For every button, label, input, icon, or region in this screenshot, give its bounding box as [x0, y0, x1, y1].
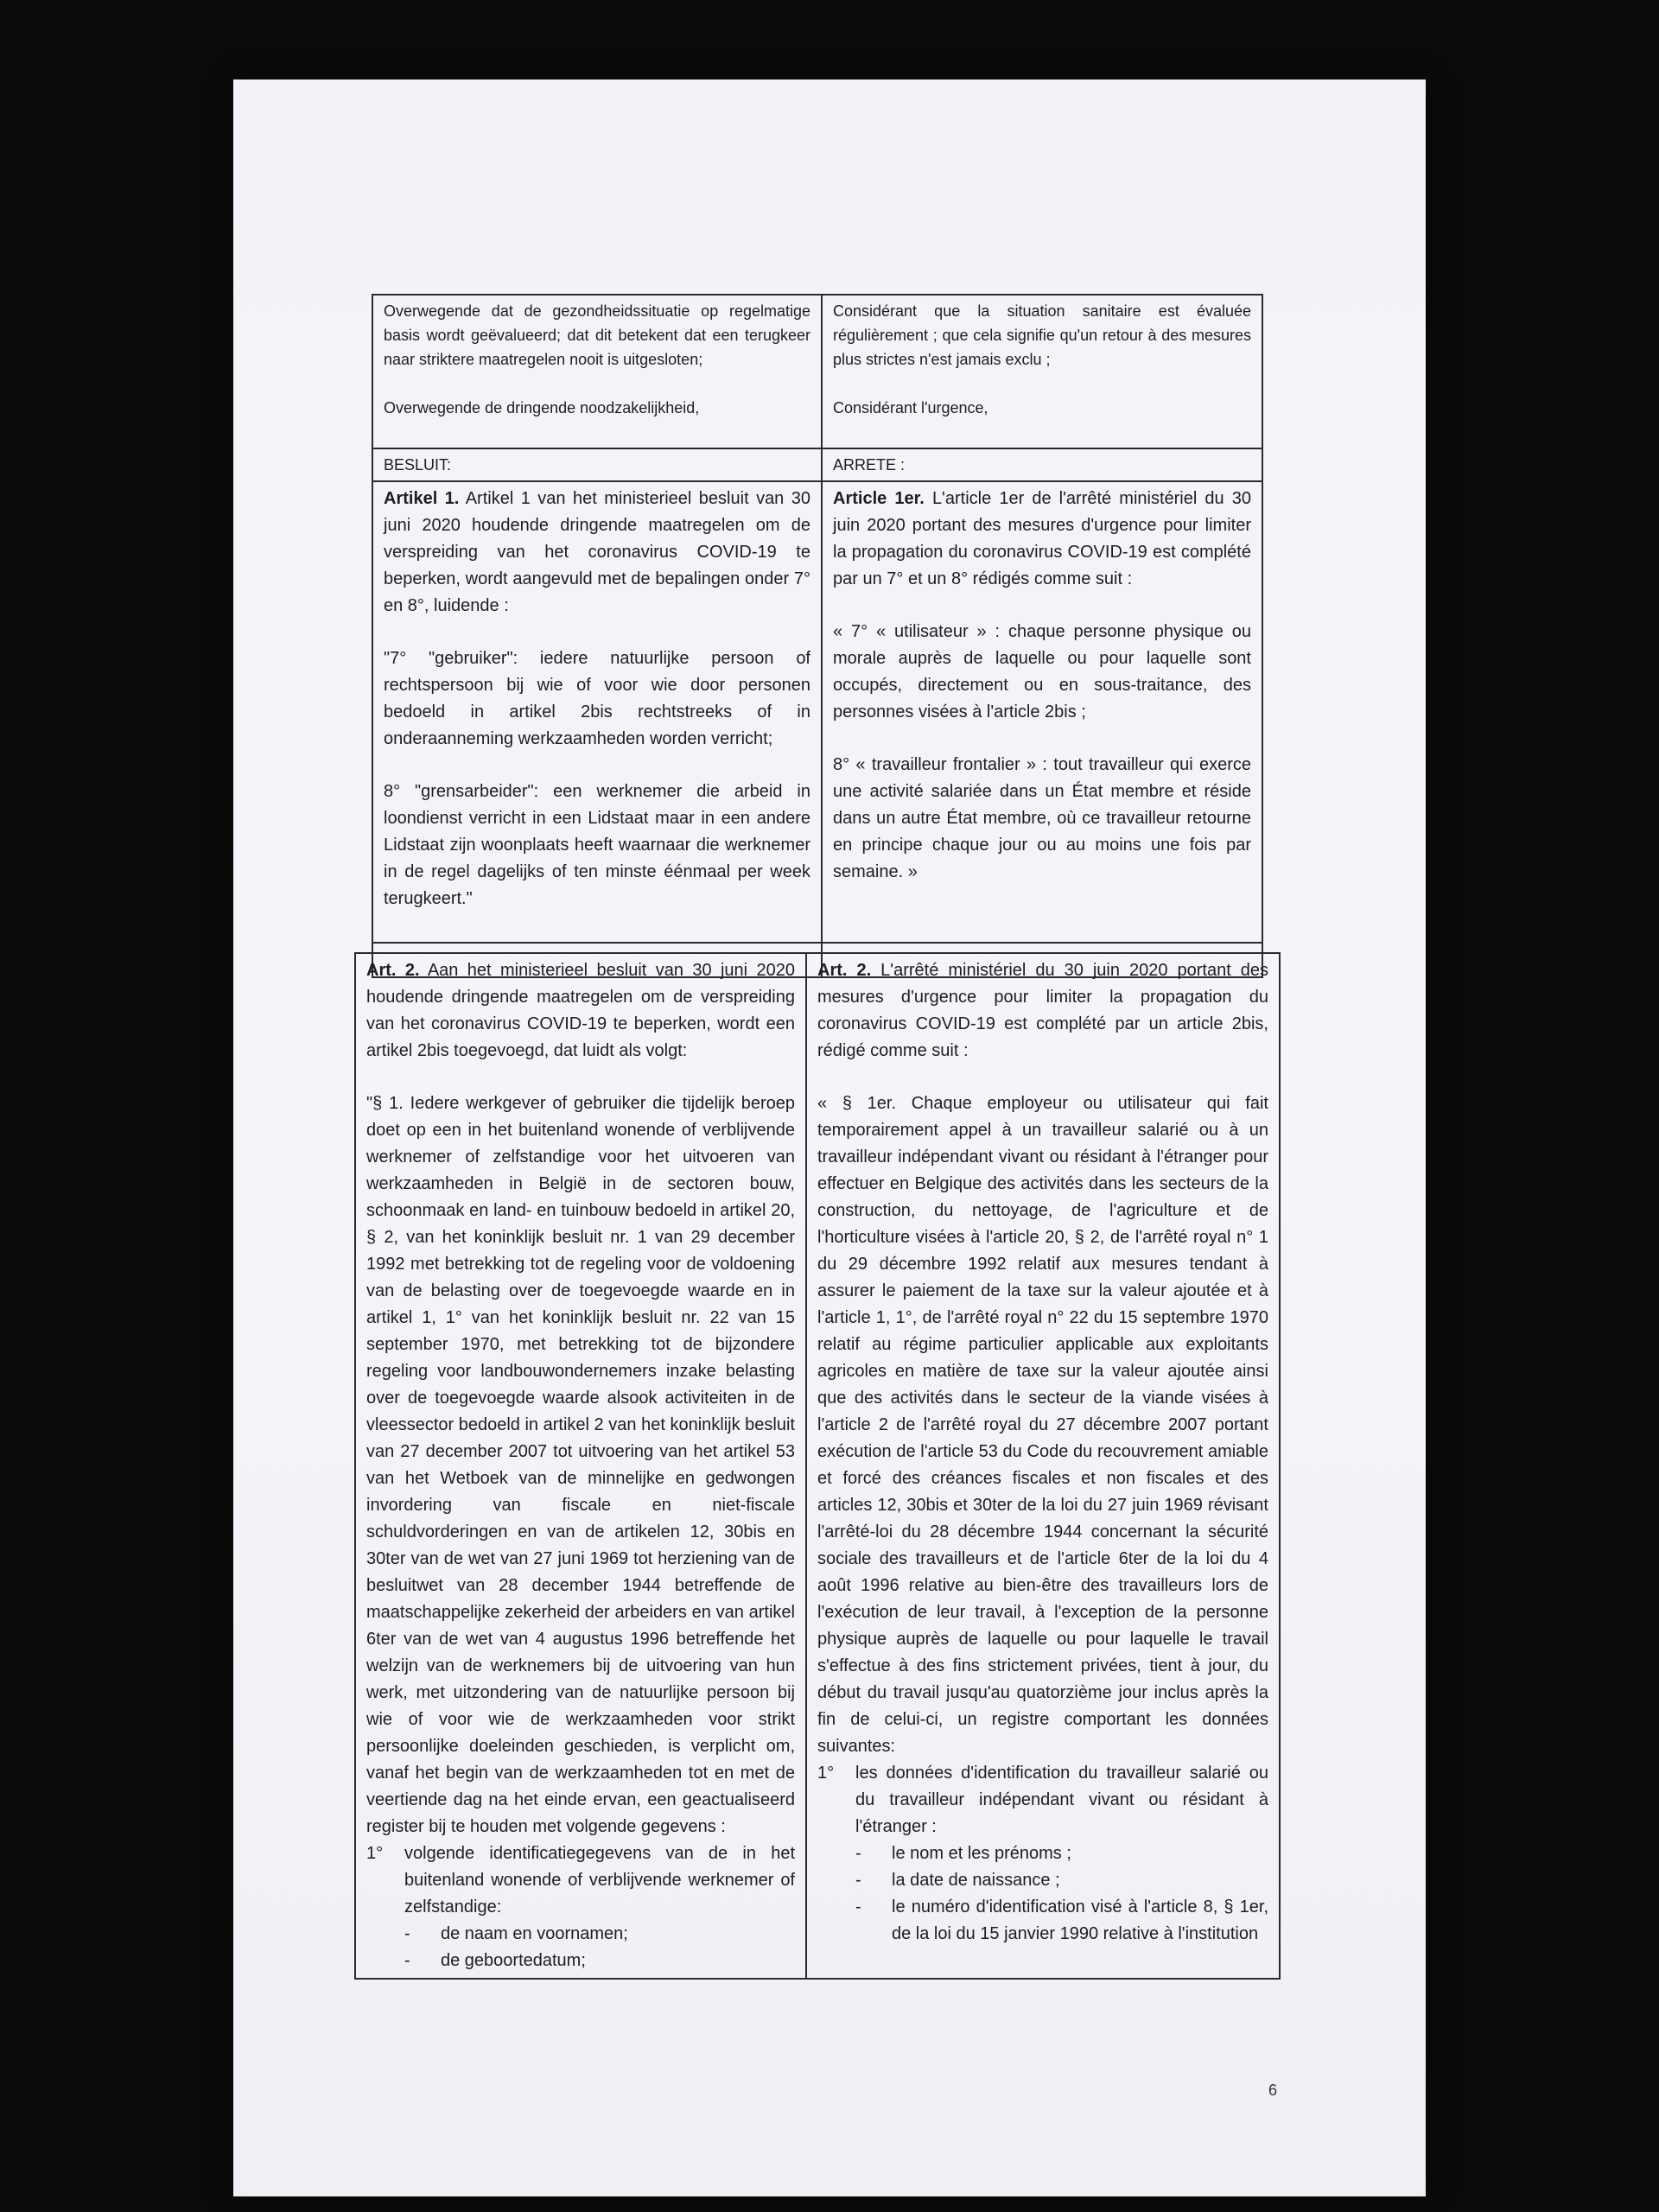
fr-consideration-2: Considérant l'urgence, [833, 399, 988, 416]
nl-decision-heading: BESLUIT: [372, 448, 822, 481]
bullet-dash: - [855, 1897, 861, 1916]
bullet-item [817, 1840, 1268, 1867]
fr-article-1-item-8: 8° « travailleur frontalier » : tout travailleur qui exerce une activité salariée dans un État membre et réside dans un autre État membre, où ce travailleur retourne en principe chaque jour ou au moins une fois par semaine. » [833, 755, 1251, 881]
page-number: 6 [1268, 2082, 1277, 2099]
table-row [372, 295, 1262, 448]
fr-considerations-cell [822, 295, 1262, 448]
fr-article-1-text: L'article 1er de l'arrêté ministériel du 30 juin 2020 portant des mesures d'urgence pour limiter la propagation du coronavirus COVID-19 est complété par un 7° et un 8° rédigés comme suit : [833, 489, 1251, 588]
fr-article-1-label: Article 1er. [833, 489, 925, 508]
fr-article-2-label: Art. 2. [817, 961, 872, 980]
fr-article-1-cell [822, 481, 1262, 943]
nl-article-1-text: Artikel 1 van het ministerieel besluit van 30 juni 2020 houdende dringende maatregelen om de verspreiding van het coronavirus COVID-19 te beperken, wordt aangevuld met de bepalingen onder 7° en 8°, luidende : [384, 489, 810, 615]
table-row [372, 481, 1262, 943]
nl-article-1-label: Artikel 1. [384, 489, 460, 508]
nl-article-2-text: Aan het ministerieel besluit van 30 juni 2020 houdende dringende maatregelen om de verspreiding van het coronavirus COVID-19 te beperken, wordt een artikel 2bis toegevoegd, dat luidt als volgt: [366, 961, 796, 1060]
bullet-item [817, 1894, 1268, 1948]
fr-consideration-1: Considérant que la situation sanitaire est évaluée régulièrement ; que cela signifie qu'un retour à des mesures plus strictes n'est jamais exclu ; [833, 302, 1251, 368]
nl-article-2-label: Art. 2. [366, 961, 420, 980]
fr-article-2-paragraph-1: « § 1er. Chaque employeur ou utilisateur qui fait temporairement appel à un travailleur salarié ou à un travailleur indépendant vivant ou résidant à l'étranger pour effectuer en Belgique des activités dans les secteurs de la construction, du nettoyage, de l'agriculture et de l'horticulture visées à l'article 20, § 2, de l'arrêté royal n° 1 du 29 décembre 1992 relatif aux mesures tendant à assurer le paiement de la taxe sur la valeur ajoutée et à l'article 1, 1°, de l'arrêté royal n° 22 du 15 septembre 1970 relatif au régime particulier applicable aux exploitants agricoles en matière de taxe sur la valeur ajoutée ainsi que des activités dans le secteur de la viande visées à l'article 2 de l'arrêté royal du 27 décembre 2007 portant exécution de l'article 53 du Code du recouvrement amiable et forcé des créances fiscales et non fiscales et des articles 12, 30bis et 30ter de la loi du 27 juin 1969 révisant l'arrêté-loi du 28 décembre 1944 concernant la sécurité sociale des travailleurs et de l'article 6ter de la loi du 4 août 1996 relative au bien-être des travailleurs lors de l'exécution de leur travail, à l'exception de la personne physique auprès de laquelle ou pour laquelle le travail s'effectue à des fins strictement privées, tient à jour, du début du travail jusqu'au quatorzième jour inclus après la fin de celui-ci, un registre comportant les données suivantes: [817, 1094, 1268, 1756]
nl-article-2-paragraph-1: "§ 1. Iedere werkgever of gebruiker die tijdelijk beroep doet op een in het buitenland wonende of verblijvende werknemer of zelfstandige voor het uitvoeren van werkzaamheden in België in de sectoren bouw, schoonmaak en land- en tuinbouw bedoeld in artikel 20, § 2, van het koninklijk besluit nr. 1 van 29 december 1992 met betrekking tot de regeling voor de voldoening van de belasting over de toegevoegde waarde en in artikel 1, 1° van het koninklijk besluit nr. 22 van 15 september 1970, met betrekking tot de bijzondere regeling voor landbouwondernemers inzake belasting over de toegevoegde waarde alsook activiteiten in de vleessector bedoeld in artikel 2 van het koninklijk besluit van 27 december 2007 tot uitvoering van het artikel 53 van het Wetboek van de minnelijke en gedwongen invordering van fiscale en niet-fiscale schuldvorderingen en van de artikelen 12, 30bis en 30ter van de wet van 27 juni 1969 tot herziening van de besluitwet van 28 december 1944 betreffende de maatschappelijke zekerheid der arbeiders en van artikel 6ter van de wet van 4 augustus 1996 betreffende het welzijn van de werknemers bij de uitvoering van hun werk, met uitzondering van de natuurlijke persoon bij wie of voor wie de werkzaamheden voor strikt persoonlijke doeleinden geschieden, is verplicht om, vanaf het begin van de werkzaamheden tot en met de veertiende dag na het einde ervan, een geactualiseerd register bij te houden met volgende gegevens : [366, 1094, 795, 1836]
nl-article-2-intro [366, 957, 795, 1065]
bullet-dash: - [404, 1924, 410, 1943]
bullet-item [817, 1867, 1268, 1894]
nl-article-2-cell [355, 953, 806, 1979]
nl-article-1-cell [372, 481, 822, 943]
fr-article-1-item-7: « 7° « utilisateur » : chaque personne physique ou morale auprès de laquelle ou pour laquelle sont occupés, directement ou en sous-traitance, des personnes visées à l'article 2bis ; [833, 622, 1251, 721]
bullet-text: de naam en voornamen; [441, 1924, 628, 1943]
list-number: 1° [366, 1844, 384, 1863]
bullet-dash: - [404, 1951, 410, 1970]
nl-article-1-intro [384, 486, 810, 620]
list-item-text: les données d'identification du travailleur salarié ou du travailleur indépendant vivant ou résidant à l'étranger : [855, 1764, 1268, 1836]
bullet-item [366, 1921, 795, 1948]
bullet-text: le nom et les prénoms ; [892, 1844, 1071, 1863]
fr-article-2-text: L'arrêté ministériel du 30 juin 2020 portant des mesures d'urgence pour limiter la propagation du coronavirus COVID-19 est complété par un article 2bis, rédigé comme suit : [817, 961, 1269, 1060]
table-row [372, 448, 1262, 481]
bullet-text: la date de naissance ; [892, 1871, 1060, 1890]
nl-article-1-item-7: "7° "gebruiker": iedere natuurlijke persoon of rechtspersoon bij wie of voor wie door personen bedoeld in artikel 2bis rechtstreeks of in onderaanneming werkzaamheden worden verricht; [384, 649, 810, 748]
bullet-dash: - [855, 1844, 861, 1863]
fr-article-2-cell [806, 953, 1280, 1979]
translation-table-bottom [354, 952, 1281, 1980]
bullet-dash: - [855, 1871, 861, 1890]
list-item-text: volgende identificatiegegevens van de in het buitenland wonende of verblijvende werknemer of zelfstandige: [404, 1844, 795, 1916]
list-item [817, 1760, 1268, 1840]
nl-consideration-1: Overwegende dat de gezondheidssituatie op regelmatige basis wordt geëvalueerd; dat dit betekent dat een terugkeer naar striktere maatregelen nooit is uitgesloten; [384, 302, 810, 368]
fr-article-2-intro [817, 957, 1268, 1065]
document-page [233, 79, 1426, 2196]
table-row [355, 953, 1280, 1979]
fr-article-1-intro [833, 486, 1251, 593]
nl-considerations-cell [372, 295, 822, 448]
list-item [366, 1840, 795, 1921]
bullet-item [366, 1948, 795, 1974]
nl-consideration-2: Overwegende de dringende noodzakelijkheid, [384, 399, 700, 416]
nl-article-1-item-8: 8° "grensarbeider": een werknemer die arbeid in loondienst verricht in een Lidstaat maar in een andere Lidstaat zijn woonplaats heeft waarnaar die werknemer in de regel dagelijks of ten minste éénmaal per week terugkeert." [384, 782, 810, 908]
translation-table-top [372, 294, 1263, 978]
bullet-text: de geboortedatum; [441, 1951, 586, 1970]
list-number: 1° [817, 1764, 835, 1783]
fr-decision-heading: ARRETE : [822, 448, 1262, 481]
bullet-text: le numéro d'identification visé à l'article 8, § 1er, de la loi du 15 janvier 1990 relative à l'institution [892, 1897, 1268, 1943]
